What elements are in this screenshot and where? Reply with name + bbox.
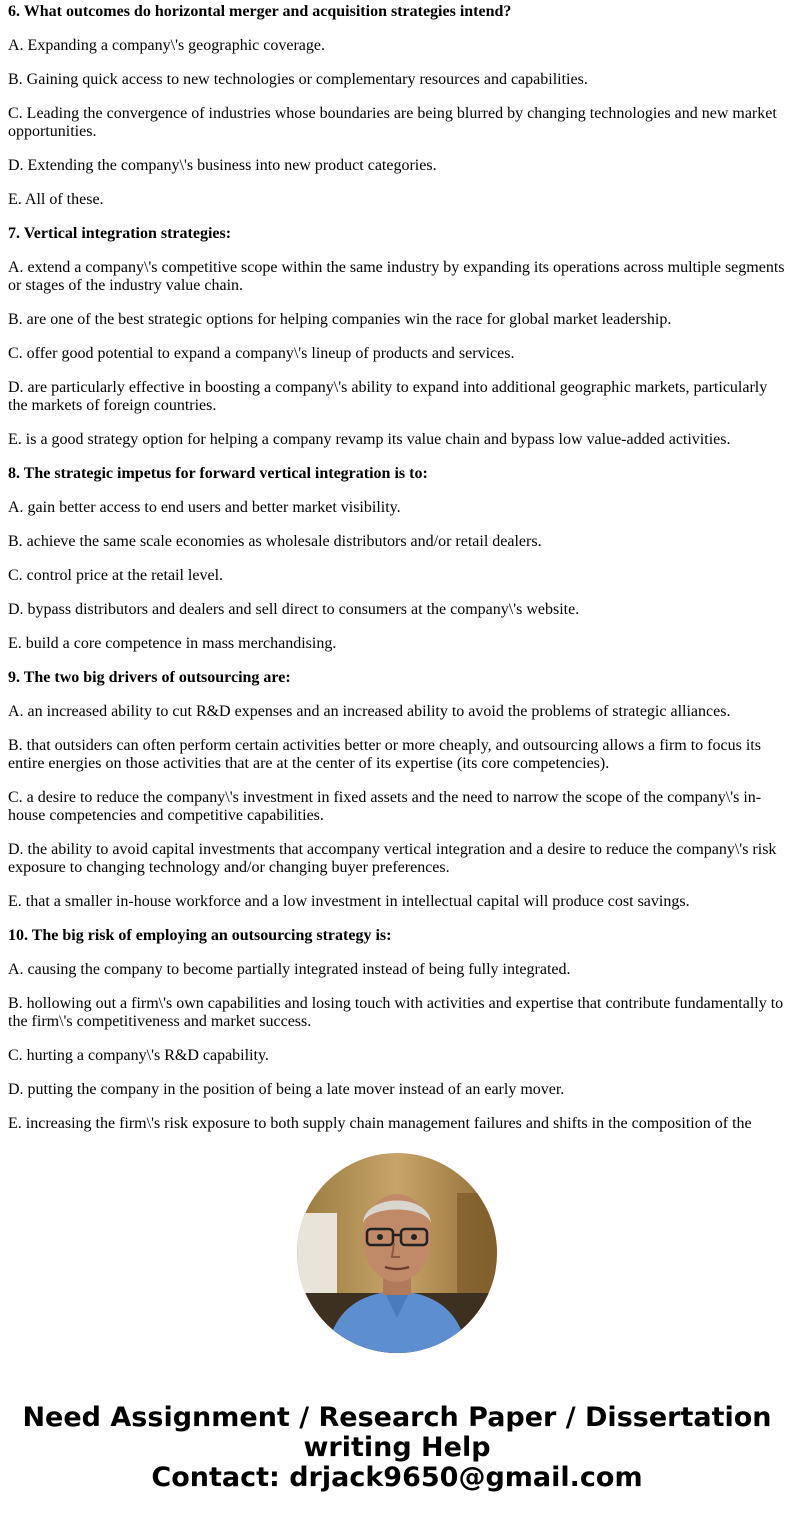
banner-line: Need Assignment / Research Paper / Dissertation [22,1402,772,1433]
question-9 [8,669,786,911]
answer-option: B. that outsiders can often perform certain activities better or more cheaply, and outsourcing allows a firm to focus its entire energies on those activities that are at the center of its expertise (its core competencies). [8,737,761,772]
answer-option: D. Extending the company\'s business into new product categories. [8,157,437,174]
question-title: 7. Vertical integration strategies: [8,225,232,242]
answer-option: C. control price at the retail level. [8,567,224,584]
answer-option: C. hurting a company\'s R&D capability. [8,1047,269,1064]
answer-option: D. putting the company in the position of being a late mover instead of an early mover. [8,1081,565,1098]
answer-option: D. are particularly effective in boosting a company\'s ability to expand into additional geographic markets, particularly the markets of foreign countries. [8,379,768,414]
contact-email: Contact: drjack9650@gmail.com [151,1462,643,1493]
answer-option: B. Gaining quick access to new technologies or complementary resources and capabilities. [8,71,588,88]
question-title: 6. What outcomes do horizontal merger and acquisition strategies intend? [8,3,512,20]
answer-option: C. offer good potential to expand a company\'s lineup of products and services. [8,345,515,362]
person-portrait-icon [297,1153,497,1353]
question-title: 10. The big risk of employing an outsourcing strategy is: [8,927,392,944]
banner-line: writing Help [303,1432,491,1463]
answer-option: B. hollowing out a firm\'s own capabilities and losing touch with activities and expertise that contribute fundamentally to the firm\'s competitiveness and market success. [8,995,784,1030]
answer-option: E. is a good strategy option for helping a company revamp its value chain and bypass low value-added activities. [8,431,731,448]
answer-option: E. All of these. [8,191,104,208]
author-avatar [297,1153,497,1353]
answer-option: A. an increased ability to cut R&D expenses and an increased ability to avoid the problems of strategic alliances. [8,703,731,720]
answer-option: B. achieve the same scale economies as wholesale distributors and/or retail dealers. [8,533,542,550]
question-title: 8. The strategic impetus for forward vertical integration is to: [8,465,428,482]
question-10 [8,927,786,1133]
contact-banner [0,1403,794,1493]
answer-option: A. extend a company\'s competitive scope within the same industry by expanding its operations across multiple segments or stages of the industry value chain. [8,259,785,294]
answer-option: C. a desire to reduce the company\'s investment in fixed assets and the need to narrow the scope of the company\'s in-house competencies and competitive capabilities. [8,789,762,824]
answer-option: A. causing the company to become partially integrated instead of being fully integrated. [8,961,571,978]
answer-option: D. the ability to avoid capital investments that accompany vertical integration and a desire to reduce the company\'s risk exposure to changing technology and/or changing buyer preferences. [8,841,777,876]
answer-option: A. Expanding a company\'s geographic coverage. [8,37,325,54]
answer-option: E. increasing the firm\'s risk exposure to both supply chain management failures and shifts in the composition of the [8,1115,752,1132]
question-8 [8,465,786,653]
answer-option: A. gain better access to end users and better market visibility. [8,499,401,516]
answer-option: C. Leading the convergence of industries whose boundaries are being blurred by changing technologies and new market opportunities. [8,105,777,140]
answer-option: B. are one of the best strategic options for helping companies win the race for global market leadership. [8,311,672,328]
question-7 [8,225,786,449]
question-title: 9. The two big drivers of outsourcing are: [8,669,291,686]
answer-option: E. that a smaller in-house workforce and a low investment in intellectual capital will produce cost savings. [8,893,690,910]
question-6 [8,3,786,209]
answer-option: D. bypass distributors and dealers and sell direct to consumers at the company\'s website. [8,601,580,618]
answer-option: E. build a core competence in mass merchandising. [8,635,337,652]
